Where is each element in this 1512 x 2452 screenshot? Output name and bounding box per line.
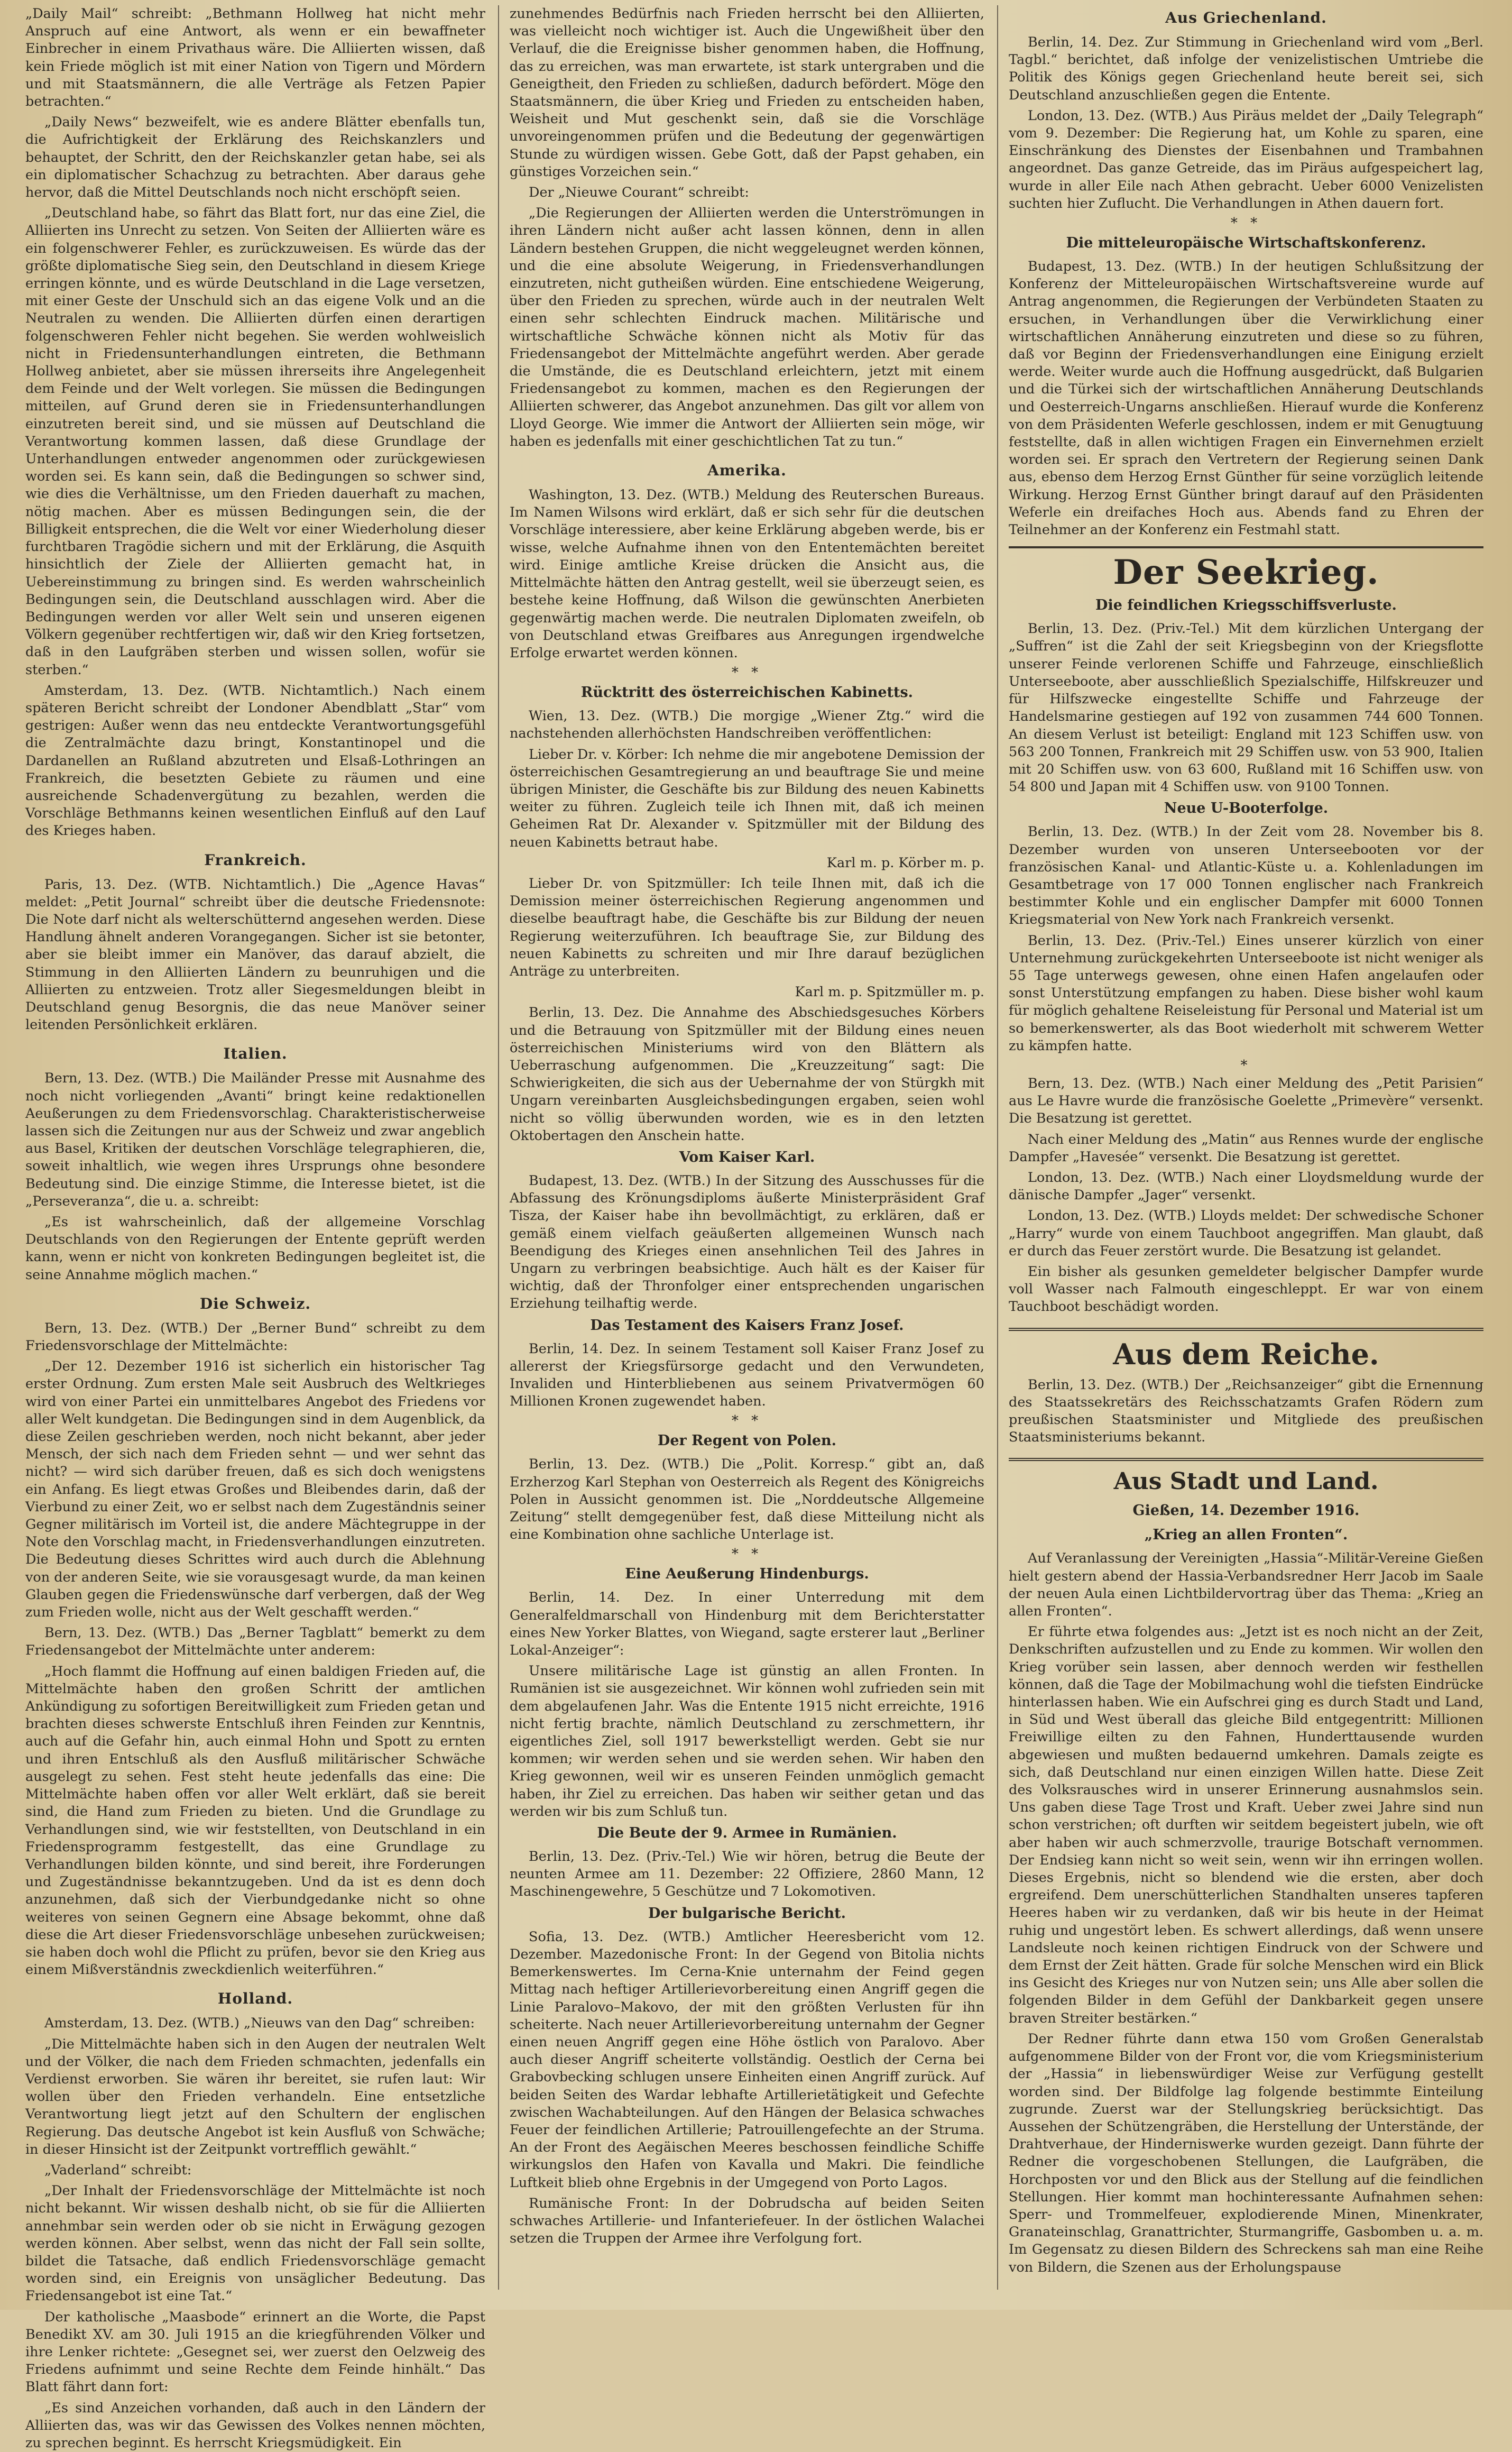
section-heading-large: Aus Stadt und Land. <box>1009 1458 1483 1496</box>
article-paragraph: Berlin, 13. Dez. (WTB.) In der Zeit vom 28. November bis 8. Dezember wurden von unseren Unterseebooten vor der französischen Kanal- und Atlantic-Küste u. a. Kohlenladungen im Gesamtbetrage von 17 000 Tonnen englischer nach Frankreich bestimmter Kohle und ein englischer Dampfer mit 6000 Tonnen Kriegsmaterial von New York nach Frankreich versenkt. <box>1009 824 1483 928</box>
article-paragraph: Paris, 13. Dez. (WTB. Nichtamtlich.) Die „Agence Havas“ meldet: „Petit Journal“ schreibt über die deutsche Friedensnote: Die Note darf nicht als welterschütternd angesehen werden. Diese Handlung ähnelt anderen Vorangegangen. Sicher ist sie betonter, aber sie bleibt immer ein Manöver, das darauf abzielt, die Stimmung in den Alliierten Ländern zu beunruhigen und die Alliierten zu entzweien. Trotz aller Siegesmeldungen bleibt in Deutschland genug Besorgnis, die das neue Manöver seiner leitenden Persönlichkeit erklären. <box>25 876 485 1033</box>
article-paragraph: „Vaderland“ schreibt: <box>44 2162 192 2178</box>
section-heading: Der bulgarische Bericht. <box>648 1905 846 1922</box>
section-heading: Frankreich. <box>204 851 307 869</box>
article-paragraph: Unsere militärische Lage ist günstig an allen Fronten. In Rumänien ist sie ausgezeichnet. Wir können wohl zufrieden sein mit dem abgelaufenen Jahr. Was die Entente 1915 nicht erreichte, 1916 nicht fertig brachte, nämlich Deutschland zu zerschmettern, ihr eigentliches Ziel, soll 1917 bewerkstelligt werden. Gebt sie nur kommen; wir werden sehen und sie werden sehen. Wir haben den Krieg gewonnen, weil wir es unseren Feinden unmöglich gemacht haben, ihr Ziel zu erreichen. Das haben wir seither getan und das werden wir bis zum Schluß tun. <box>510 1663 984 1820</box>
article-paragraph: „Der 12. Dezember 1916 ist sicherlich ein historischer Tag erster Ordnung. Zum ersten Male seit Ausbruch des Weltkrieges wird von einer Partei ein unmittelbares Angebot des Friedens vor aller Welt kundgetan. Die Bedingungen sind in dem Augenblick, da diese Zeilen geschrieben werden, noch nicht bekannt, aber jeder Mensch, der sich nach dem Frieden sehnt — und wer sehnt das nicht? — wird sich darüber freuen, daß es sich doch wenigstens ein Anfang. Es liegt etwas Großes und Bleibendes darin, daß der Vierbund zu einer Zeit, wo er selbst nach dem Zugeständnis seiner Gegner militärisch im Vorteil ist, die andere Mächtegruppe in der Note den Vorschlag macht, in Friedensverhandlungen einzutreten. Die Bedeutung dieses Schrittes wird auch durch die Ablehnung von der anderen Seite, wie sie vorausgesagt wurde, da man keinen Glauben gegen die Friedenswünsche darf verbergen, daß der Weg zum Frieden wolle, nicht aus der Welt geschafft werden.“ <box>25 1358 486 1621</box>
article-paragraph: „Es sind Anzeichen vorhanden, daß auch in den Ländern der Alliierten das, was wir das Gewissen des Volkes nennen möchten, zu sprechen beginnt. Es herrscht Kriegsmüdigkeit. Ein <box>25 2400 485 2451</box>
article-paragraph: Nach einer Meldung des „Matin“ aus Rennes wurde der englische Dampfer „Havesée“ versenkt. Die Besatzung ist gerettet. <box>1009 1131 1483 1165</box>
separator-stars: * <box>1240 1057 1252 1073</box>
article-paragraph: Washington, 13. Dez. (WTB.) Meldung des Reuterschen Bureaus. Im Namen Wilsons wird erklärt, daß er sich sehr für die deutschen Vorschläge interessiere, aber keine Erklärung abgeben werde, bis er wisse, welche Aufnahme ihnen von den Ententemächten bereitet wird. Einige amtliche Kreise drücken die Ansicht aus, die Mittelmächte hätten den Antrag gestellt, weil sie überzeugt seien, es bestehe keine Hoffnung, daß Wilson die gewünschten Anerbieten gegenwärtig machen werde. Die neutralen Diplomaten zweifeln, ob von Deutschland etwas Greifbares aus Anregungen irgendwelche Erfolge erwartet werden können. <box>510 487 984 661</box>
article-paragraph: „Die Mittelmächte haben sich in den Augen der neutralen Welt und der Völker, die nach dem Frieden schmachten, jedenfalls ein Verdienst erworben. Sie wären ihr bereitet, sie rufen laut: Wir wollen über den Frieden verhandeln. Eine entsetzliche Verantwortung liegt jetzt auf den Schultern der englischen Regierung. Das deutsche Angebot ist kein Ausfluß von Schwäche; in dieser Hinsicht ist der Zeitpunkt vortrefflich gewählt.“ <box>25 2036 485 2157</box>
article-paragraph: Berlin, 13. Dez. (Priv.-Tel.) Eines unserer kürzlich von einer Unternehmung zurückgekehrten Unterseeboote ist nicht weniger als 55 Tage unterwegs gewesen, ohne einen Hafen angelaufen oder sonst Unterstützung empfangen zu haben. Diese bisher wohl kaum für möglich gehaltene Reiseleistung für Personal und Material ist um so bemerkenswerter, als das Boot wiederholt mit schwerem Wetter zu kämpfen hatte. <box>1009 932 1483 1054</box>
article-paragraph: Amsterdam, 13. Dez. (WTB. Nichtamtlich.) Nach einem späteren Bericht schreibt der Londoner Abendblatt „Star“ vom gestrigen: Außer wenn das neu entdeckte Verantwortungsgefühl die Zentralmächte dazu bringt, Konstantinopel und die Dardanellen an Rußland abzutreten und Elsaß-Lothringen an Frankreich, die besetzten Gebiete zu räumen und eine ausreichende Schadenvergütung zu bezahlen, werden die Vorschläge Bethmanns keinen wesentlichen Einfluß auf den Lauf des Krieges haben. <box>25 682 485 839</box>
section-heading: Rücktritt des österreichischen Kabinetts. <box>580 684 914 701</box>
article-paragraph: „Der Inhalt der Friedensvorschläge der Mittelmächte ist noch nicht bekannt. Wir wissen deshalb nicht, ob sie für die Alliierten annehmbar sein werden oder ob sie nicht in Erwägung gezogen werden können. Aber selbst, wenn das nicht der Fall sein sollte, bildet die Tatsache, daß endlich Friedensvorschläge gemacht worden sind, ein Ereignis von unsäglicher Bedeutung. Das Friedensangebot ist eine Tat.“ <box>25 2183 485 2304</box>
article-paragraph: Lieber Dr. von Spitzmüller: Ich teile Ihnen mit, daß ich die Demission meiner österreichischen Regierung angenommen und dieselbe beauftragt habe, die Geschäfte bis zur Bildung der neuen Regierung weiterzuführen. Ich beauftrage Sie, zur Bildung des neuen Kabinetts zu schreiten und mir Ihre darauf bezüglichen Anträge zu unterbreiten. <box>510 875 984 979</box>
article-paragraph: „Deutschland habe, so fährt das Blatt fort, nur das eine Ziel, die Alliierten ins Unrecht zu setzen. Von Seiten der Alliierten wäre es ein folgenschwerer Fehler, es zurückzuweisen. Es würde das der größte diplomatische Sieg sein, den Deutschland in diesem Kriege erringen könnte, und es würde Deutschland in die Lage versetzen, mit einer Geste der Unschuld sich an das eigene Volk und an die Neutralen zu wenden. Die Alliierten dürfen einen derartigen folgenschweren Fehler nicht begehen. Sie werden wohlweislich nicht in Friedensunterhandlungen eintreten, die Bethmann Hollweg anbietet, aber sie müssen ihrerseits ihre Angelegenheit dem Feinde und der Welt vorlegen. Sie müssen die Bedingungen mitteilen, auf Grund deren sie in Friedensunterhandlungen einzutreten bereit sind, und sie müssen auf Deutschland die Verantwortung kommen lassen, daß diese Grundlage der Unterhandlungen entweder angenommen oder zurückgewiesen worden sei. Es kann sein, daß die Bedingungen so schwer sind, wie dies die Verhältnisse, um den Frieden dauerhaft zu machen, nötig machen. Aber es müssen Bedingungen sein, die der Billigkeit entsprechen, die die Welt vor einer Wiederholung dieser furchtbaren Tragödie sichern und mit der Erklärung, die Asquith hinsichtlich der Ziele der Alliierten gemacht hat, in Uebereinstimmung zu bringen sind. Es werden wahrscheinlich Bedingungen sein, die Deutschland ausschlagen wird. Aber die Bedingungen werden vor aller Welt sein und unseren eigenen Völkern gegenüber rechtfertigen wir, daß wir den Krieg fortsetzen, daß in den Laufgräben sterben und wissen sollen, wofür sie sterben.“ <box>25 205 485 678</box>
article-paragraph: „Daily Mail“ schreibt: „Bethmann Hollweg hat nicht mehr Anspruch auf eine Antwort, als wenn er ein bewaffneter Einbrecher in einem Privathaus wäre. Die Alliierten wissen, daß kein Friede möglich ist mit einer Nation von Tigern und Mördern und mit Staatsmännern, die alle Verträge als Fetzen Papier betrachten.“ <box>25 6 485 110</box>
article-paragraph: Budapest, 13. Dez. (WTB.) In der Sitzung des Ausschusses für die Abfassung des Krönungsdiploms äußerte Ministerpräsident Graf Tisza, der Kaiser habe ihn bevollmächtigt, zu erklären, daß er gemäß einem vielfach geäußerten allgemeinen Wunsch nach Beendigung des Krieges einen ansehnlichen Teil des Jahres in Ungarn zu verbringen beabsichtige. Auch hält es der Kaiser für wichtig, daß der Thronfolger einer entsprechenden ungarischen Erziehung teilhaftig werde. <box>510 1172 984 1312</box>
article-paragraph: Rumänische Front: In der Dobrudscha auf beiden Seiten schwaches Artillerie- und Infanteriefeuer. In der östlichen Walachei setzen die Truppen der Armee ihre Verfolgung fort. <box>510 2195 984 2247</box>
separator-stars: * * <box>731 1546 763 1563</box>
separator-stars: * * <box>731 1413 763 1429</box>
article-paragraph: Lieber Dr. v. Körber: Ich nehme die mir angebotene Demission der österreichischen Gesamtregierung an und beauftrage Sie und meine übrigen Minister, die Geschäfte bis zur Bildung des neuen Kabinetts weiter zu führen. Zugleich teile ich Ihnen mit, daß ich meinen Geheimen Rat Dr. Alexander v. Spitzmüller mit der Bildung des neuen Kabinetts betraut habe. <box>510 746 984 850</box>
article-paragraph: Auf Veranlassung der Vereinigten „Hassia“-Militär-Vereine Gießen hielt gestern abend der Hassia-Verbandsredner Herr Jacob im Saale der neuen Aula einen Lichtbildervortrag über das Thema: „Krieg an allen Fronten“. <box>1009 1550 1483 1620</box>
section-heading: Die mitteleuropäische Wirtschaftskonferenz. <box>1066 235 1426 252</box>
column-right <box>997 5 1483 2290</box>
section-heading: Vom Kaiser Karl. <box>679 1149 815 1165</box>
article-paragraph: Berlin, 13. Dez. (Priv.-Tel.) Wie wir hören, betrug die Beute der neunten Armee am 11. Dezember: 22 Offiziere, 2860 Mann, 12 Maschinengewehre, 5 Geschütze und 7 Lokomotiven. <box>510 1849 984 1900</box>
separator-stars: * * <box>1230 215 1262 232</box>
article-paragraph: Ein bisher als gesunken gemeldeter belgischer Dampfer wurde voll Wasser nach Falmouth eingeschleppt. Er war von einem Tauchboot beschädigt worden. <box>1009 1263 1483 1315</box>
article-paragraph: „Es ist wahrscheinlich, daß der allgemeine Vorschlag Deutschlands von den Regierungen der Entente geprüft werden kann, wenn er nicht von konkreten Bedingungen begleitet ist, die seine Annahme möglich machen.“ <box>25 1214 485 1283</box>
column-middle <box>498 5 984 2290</box>
signature-line: Karl m. p. Körber m. p. <box>826 855 984 871</box>
article-paragraph: Bern, 13. Dez. (WTB.) Nach einer Meldung des „Petit Parisien“ aus Le Havre wurde die französische Goelette „Primevère“ versenkt. Die Besatzung ist gerettet. <box>1009 1075 1483 1127</box>
article-paragraph: Berlin, 14. Dez. In seinem Testament soll Kaiser Franz Josef zu allererst der Kriegsfürsorge gedacht und den Verwundeten, Invaliden und Hinterbliebenen aus seinem Privatvermögen 60 Millionen Kronen zugewendet haben. <box>510 1340 984 1410</box>
section-heading-large: Aus dem Reiche. <box>1009 1328 1483 1371</box>
article-paragraph: Bern, 13. Dez. (WTB.) Die Mailänder Presse mit Ausnahme des noch nicht vorliegenden „Avanti“ bringt keine redaktionellen Aeußerungen zu dem Friedensvorschlag. Charakteristischerweise lassen sich die Zeitungen nur aus der Schweiz und zwar angeblich aus Basel, Kritiken der deutschen Vorschläge telegraphieren, die, soweit inhaltlich, wie wegen ihres Ursprungs ohne besondere Bedeutung sind. Die einzige Stimme, die Interesse bietet, ist die „Perseveranza“, die u. a. schreibt: <box>25 1070 485 1209</box>
article-paragraph: Berlin, 13. Dez. (WTB.) Die „Polit. Korresp.“ gibt an, daß Erzherzog Karl Stephan von Oesterreich als Regent des Königreichs Polen in Aussicht genommen ist. Die „Norddeutsche Allgemeine Zeitung“ stellt demgegenüber fest, daß diese Mitteilung nicht als eine Kombination ohne sachliche Unterlage ist. <box>510 1456 984 1543</box>
article-paragraph: Bern, 13. Dez. (WTB.) Das „Berner Tagblatt“ bemerkt zu dem Friedensangebot der Mittelmächte unter anderem: <box>25 1625 485 1659</box>
article-paragraph: „Die Regierungen der Alliierten werden die Unterströmungen in ihren Ländern nicht außer acht lassen können, denn in allen Ländern bestehen Gruppen, die nicht weggeleugnet werden können, und die eine absolute Weigerung, in Friedensverhandlungen einzutreten, nicht gutheißen würden. Eine entschiedene Weigerung, über den Frieden zu sprechen, würde auch in der neutralen Welt einen sehr schlechten Eindruck machen. Militärische und wirtschaftliche Schwäche können nicht als Motiv für das Friedensangebot der Mittelmächte angeführt werden. Aber gerade die Umstände, die es Deutschland erleichtern, jetzt mit einem Friedensangebot zu kommen, machen es den Regierungen der Alliierten schwerer, das Angebot anzunehmen. Das gilt vor allem von Lloyd George. Wie immer die Antwort der Alliierten sein möge, wir haben es jedenfalls mit einer geschichtlichen Tat zu tun.“ <box>510 205 984 449</box>
article-paragraph: London, 13. Dez. (WTB.) Aus Piräus meldet der „Daily Telegraph“ vom 9. Dezember: Die Regierung hat, um Kohle zu sparen, eine Einschränkung des Dienstes der Eisenbahnen und Trambahnen angeordnet. Das ganze Getreide, das im Piräus aufgespeichert lag, wurde in aller Eile nach Athen gebracht. Ueber 6000 Venizelisten suchten hier Zuflucht. Die Verhandlungen in Athen dauern fort. <box>1009 107 1483 212</box>
article-paragraph: Berlin, 13. Dez. (Priv.-Tel.) Mit dem kürzlichen Untergang der „Suffren“ ist die Zahl der seit Kriegsbeginn von der Kriegsflotte unserer Feinde verlorenen Schiffe und Fahrzeuge, einschließlich Unterseeboote, aber ausschließlich Spezialschiffe, Hilfskreuzer und für Hilfszwecke eingestellte Schiffe und Fahrzeuge der Handelsmarine gestiegen auf 192 von zusammen 744 600 Tonnen. An diesem Verlust ist beteiligt: England mit 123 Schiffen usw. von 563 200 Tonnen, Frankreich mit 29 Schiffen usw. von 53 900, Italien mit 20 Schiffen usw. von 63 600, Rußland mit 16 Schiffen usw. von 54 800 und Japan mit 4 Schiffen usw. von 9100 Tonnen. <box>1009 621 1483 795</box>
article-paragraph: Amsterdam, 13. Dez. (WTB.) „Nieuws van den Dag“ schreiben: <box>44 2015 475 2032</box>
article-paragraph: London, 13. Dez. (WTB.) Nach einer Lloydsmeldung wurde der dänische Dampfer „Jager“ versenkt. <box>1009 1169 1483 1204</box>
section-heading: Die feindlichen Kriegsschiffsverluste. <box>1095 597 1397 614</box>
article-paragraph: Der katholische „Maasbode“ erinnert an die Worte, die Papst Benedikt XV. am 30. Juli 1915 an die kriegführenden Völker und ihre Lenker richtete: „Gesegnet sei, wer zuerst den Oelzweig des Friedens aufnimmt und seine Rechte dem Feinde hinhält.“ Das Blatt fährt dann fort: <box>25 2309 485 2395</box>
article-paragraph: „Daily News“ bezweifelt, wie es andere Blätter ebenfalls tun, die Aufrichtigkeit der Erklärung des Reichskanzlers und behauptet, der Schritt, den der Reichskanzler getan habe, sei als ein diplomatischer Schachzug zu betrachten. Aber daraus gehe hervor, daß die Mittel Deutschlands noch nicht erschöpft seien. <box>25 114 485 201</box>
article-paragraph: Sofia, 13. Dez. (WTB.) Amtlicher Heeresbericht vom 12. Dezember. Mazedonische Front: In der Gegend von Bitolia nichts Bemerkenswertes. Im Cerna-Knie unternahm der Feind gegen Mittag nach heftiger Artillerievorbereitung einen Angriff gegen die Linie Paralovo–Makovo, der mit den größten Verlusten für ihn scheiterte. Nach neuer Artillerievorbereitung unternahm der Gegner einen neuen Angriff gegen eine Höhe östlich von Paralovo. Aber auch dieser Angriff scheiterte vollständig. Oestlich der Cerna bei Grabovbecking schlugen unsere Einheiten einen Angriff zurück. Auf beiden Seiten des Wardar lebhafte Artillerietätigkeit und Gefechte zwischen Wachabteilungen. Auf den Hängen der Belasica schwaches Feuer der feindlichen Artillerie; Patrouillengefechte an der Struma. An der Front des Aegäischen Meeres beschossen feindliche Schiffe wirkungslos den Hafen von Kavalla und Makri. Die feindliche Luftkeit blieb ohne Ergebnis in der Umgegend von Porto Lagos. <box>510 1928 984 2191</box>
article-paragraph: Der Redner führte dann etwa 150 vom Großen Generalstab aufgenommene Bilder von der Front vor, die vom Kriegsministerium der „Hassia“ in liebenswürdiger Weise zur Verfügung gestellt worden sind. Der Bildfolge lag folgende bestimmte Einteilung zugrunde. Zuerst war der Stellungskrieg berücksichtigt. Das Aussehen der Schützengräben, die Herstellung der Unterstände, der Drahtverhaue, der Hinderniswerke wurden gezeigt. Dann führte der Redner die vorgeschobenen Stellungen, die Laufgräben, die Horchposten vor und den Blick aus der Stellung auf die feindlichen Stellungen. Hier kommt man hochinteressante Aufnahmen sehen: Sperr- und Trommelfeuer, explodierende Minen, Minenkrater, Granateinschlag, Granattrichter, Sturmangriffe, Gasbomben u. a. m. Im Gegensatz zu diesen Bildern des Schreckens sah man eine Reihe von Bildern, die Szenen aus der Erholungspause <box>1009 2031 1483 2275</box>
column-left <box>25 5 486 2451</box>
article-paragraph: Berlin, 13. Dez. Die Annahme des Abschiedsgesuches Körbers und die Betrauung von Spitzmüller mit der Bildung eines neuen österreichischen Ministeriums wird von den Blättern als Ueberraschung aufgenommen. Die „Kreuzzeitung“ sagt: Die Schwierigkeiten, die sich aus der Uebernahme der von Stürgkh mit Ungarn vereinbarten Ausgleichsbedingungen ergaben, seien wohl nicht so völlig überwunden worden, wie es in den letzten Oktobertagen den Anschein hatte. <box>510 1005 984 1144</box>
article-paragraph: Der „Nieuwe Courant“ schreibt: <box>529 185 749 201</box>
section-heading: Italien. <box>223 1045 288 1063</box>
section-heading: „Krieg an allen Fronten“. <box>1144 1527 1348 1544</box>
article-paragraph: Budapest, 13. Dez. (WTB.) In der heutigen Schlußsitzung der Konferenz der Mitteleuropäischen Wirtschaftsvereine wurde auf Antrag angenommen, die Regierungen der Verbündeten Staaten zu ersuchen, in Verhandlungen über die Verwirklichung einer wirtschaftlichen Annäherung einzutreten und diese so zu führen, daß vor Beginn der Friedensverhandlungen eine Einigung erzielt werde. Weiter wurde auch die Hoffnung ausgedrückt, daß Bulgarien und die Türkei sich der wirtschaftlichen Annäherung Deutschlands und Oesterreich-Ungarns anschließen. Hierauf wurde die Konferenz von dem Präsidenten Weferle geschlossen, indem er mit Genugtuung feststellte, daß in allen wichtigen Fragen ein Einvernehmen erzielt worden sei. Er sprach den Vertretern der Regierung seinen Dank aus, ebenso dem Herzog Ernst Günther für seine vorzüglich leitende Wirkung. Herzog Ernst Günther bringt darauf auf den Präsidenten Weferle ein dreifaches Hoch aus. Abends fand zu Ehren der Teilnehmer an der Konferenz ein Festmahl statt. <box>1009 259 1483 538</box>
article-paragraph: Berlin, 14. Dez. In einer Unterredung mit dem Generalfeldmarschall von Hindenburg mit dem Berichterstatter eines New Yorker Blattes, von Wiegand, sagte ersterer laut „Berliner Lokal-Anzeiger“: <box>510 1590 984 1659</box>
separator-stars: * * <box>731 665 763 681</box>
article-paragraph: Berlin, 13. Dez. (WTB.) Der „Reichsanzeiger“ gibt die Ernennung des Staatssekretärs des Reichsschatzamts Grafen Rödern zum preußischen Staatsminister und Mitgliede des preußischen Staatsministeriums bekannt. <box>1009 1376 1483 1446</box>
section-heading: Holland. <box>217 1990 293 2008</box>
article-paragraph: Berlin, 14. Dez. Zur Stimmung in Griechenland wird vom „Berl. Tagbl.“ berichtet, daß infolge der venizelistischen Umtriebe die Politik des Königs gegen Griechenland heute bereit sei, sich Deutschland anzuschließen gegen die Entente. <box>1009 34 1483 103</box>
section-heading-large: Der Seekrieg. <box>1009 546 1483 593</box>
dateline: Gießen, 14. Dezember 1916. <box>1132 1502 1360 1519</box>
section-heading: Die Schweiz. <box>199 1294 311 1312</box>
signature-line: Karl m. p. Spitzmüller m. p. <box>795 984 984 1000</box>
article-paragraph: zunehmendes Bedürfnis nach Frieden herrscht bei den Alliierten, was vielleicht noch wichtiger ist. Auch die Ungewißheit über den Verlauf, die die Ereignisse bisher genommen haben, die Hoffnung, das zu erreichen, was man erwartete, ist stark untergraben und die Geneigtheit, den Frieden zu schließen, dadurch befördert. Möge den Staatsmännern, die über Krieg und Frieden zu entscheiden haben, Weisheit und Mut geschenkt sein, daß sie die Vorschläge unvoreingenommen prüfen und die Bedeutung der gegenwärtigen Stunde zu würdigen wissen. Gebe Gott, daß der Papst gehaben, ein günstiges Vorzeichen sein.“ <box>510 6 984 180</box>
section-heading: Aus Griechenland. <box>1165 9 1327 26</box>
article-paragraph: Wien, 13. Dez. (WTB.) Die morgige „Wiener Ztg.“ wird die nachstehenden allerhöchsten Handschreiben veröffentlichen: <box>510 708 984 742</box>
section-heading: Die Beute der 9. Armee in Rumänien. <box>597 1825 897 1842</box>
section-heading: Der Regent von Polen. <box>657 1432 837 1449</box>
section-heading: Das Testament des Kaisers Franz Josef. <box>590 1317 904 1334</box>
section-heading: Eine Aeußerung Hindenburgs. <box>625 1566 869 1583</box>
article-paragraph: Er führte etwa folgendes aus: „Jetzt ist es noch nicht an der Zeit, Denkschriften aufzustellen und zu Ende zu kommen. Wir wollen den Krieg vorüber sein lassen, aber dennoch werden wir festhellen können, daß die Tage der Mobilmachung wohl die tiefsten Eindrücke hinterlassen haben. Wie ein Aufschrei ging es durch Stadt und Land, in Süd und West überall das gleiche Bild entgegentritt: Millionen Freiwillige eilten zu den Fahnen, Hunderttausende wurden abgewiesen und mußten bedauernd umkehren. Damals zeigte es sich, daß Deutschland nur einen einzigen Willen hatte. Diese Zeit des Volksrausches wird in unserer Erinnerung ausnahmslos sein. Uns gaben diese Tage Trost und Kraft. Ueber zwei Jahre sind nun schon verstrichen; oft durften wir seitdem begeistert jubeln, wie oft aber haben wir auch schmerzvolle, traurige Botschaft vernommen. Der Endsieg kann nicht so weit sein, wenn wir ihn erringen wollen. Dieses Ergebnis, nicht so blendend wie die ersten, aber doch ergreifend. Dem unerschütterlichen Standhalten unseres tapferen Heeres haben wir zu verdanken, daß wir bis heute in der Heimat ruhig und ungestört leben. Es schwert allerdings, daß wenn unsere Landsleute noch keinen richtigen Eindruck von der Schwere und dem Ernst der Zeit hätten. Grade für solche Menschen wird ein Blick ins Gesicht des Krieges nur von Nutzen sein; uns Alle aber sollen die folgenden Bilder in dem Gefühl der Dankbarkeit gegen unsere braven Streiter bestärken.“ <box>1009 1624 1483 2026</box>
section-heading: Amerika. <box>707 462 787 480</box>
article-paragraph: Bern, 13. Dez. (WTB.) Der „Berner Bund“ schreibt zu dem Friedensvorschlage der Mittelmächte: <box>25 1320 485 1354</box>
section-heading: Neue U-Booterfolge. <box>1164 800 1329 817</box>
article-paragraph: London, 13. Dez. (WTB.) Lloyds meldet: Der schwedische Schoner „Harry“ wurde von einem Tauchboot angegriffen. Man glaubt, daß er durch das Feuer zerstört wurde. Die Besatzung ist gelandet. <box>1009 1208 1483 1259</box>
article-paragraph: „Hoch flammt die Hoffnung auf einen baldigen Frieden auf, die Mittelmächte haben den großen Schritt der amtlichen Ankündigung zu sofortigen Bereitwilligkeit zum Frieden getan und brachten dieses schwerste Entschluß ihren Feinden zur Kenntnis, auch auf die Gefahr hin, auch einmal Hohn und Spott zu ernten und ihren Entschluß als den Ausfluß militärischer Schwäche ausgelegt zu sehen. Fest steht heute jedenfalls das eine: Die Mittelmächte haben offen vor aller Welt erklärt, daß sie bereit sind, die Hand zum Frieden zu bieten. Und die Grundlage zu Verhandlungen sind, wie wir feststellten, von Deutschland in ein Friedensprogramm festgestellt, das eine Grundlage zu Verhandlungen bilden könnte, und sind bereit, ihre Forderungen und Zugeständnisse bekanntzugeben. Und da ist es denn doch anzunehmen, daß sich der Vierbundgedanke nicht so ohne weiteres von seinen Gegnern eine Absage bekommt, ohne daß diese die Art dieser Friedensvorschläge unbesehen zurückweisen; sie haben doch wohl die Pflicht zu prüfen, bevor sie den Krieg aus einem Mißverständnis zweckdienlich weiterführen.“ <box>25 1663 485 1978</box>
